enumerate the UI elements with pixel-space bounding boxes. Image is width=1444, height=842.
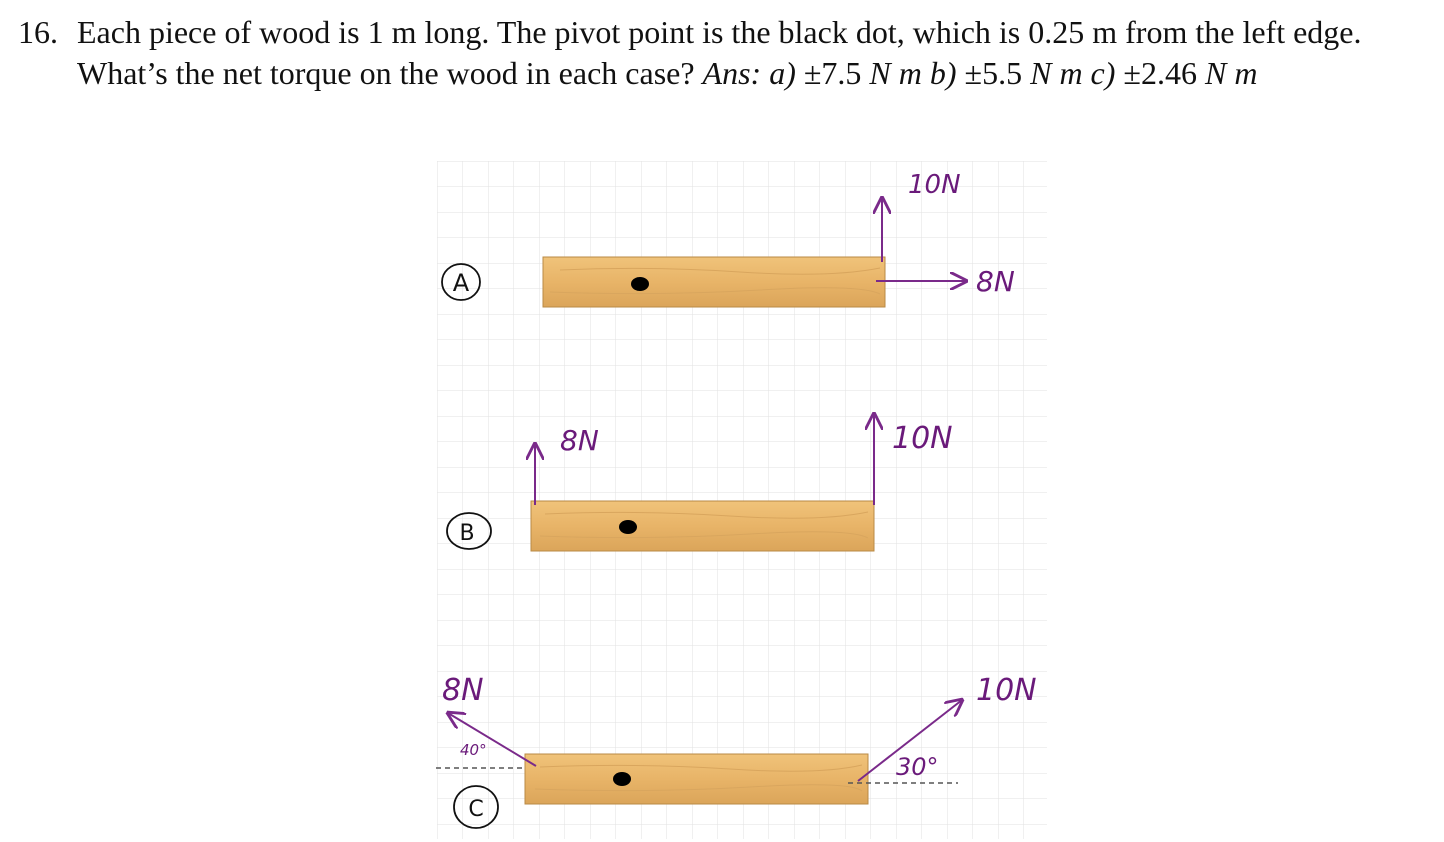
problem-statement: Each piece of wood is 1 m long. The pivot point is the black dot, which is 0.25 m from the left edge. What’s the net torque on the wood in each case? [77, 14, 1362, 91]
svg-text:A: A [452, 269, 470, 297]
wood-plank-c [525, 754, 868, 804]
answer-c-unit: N m [1204, 55, 1258, 91]
svg-text:B: B [459, 521, 475, 546]
svg-text:C: C [468, 797, 484, 822]
force-label-c-8n: 8N [442, 673, 484, 708]
answer-c-part: c) [1090, 55, 1116, 91]
force-label-a-8n: 8N [976, 265, 1015, 298]
problem-number: 16. [18, 14, 58, 50]
angle-label-c-30: 30° [896, 753, 939, 781]
answer-c-value: ±2.46 [1123, 55, 1197, 91]
wood-plank-b [531, 501, 874, 551]
answer-prefix: Ans: [702, 55, 762, 91]
answer-a-part: a) [769, 55, 796, 91]
force-label-b-10n: 10N [892, 421, 953, 456]
answer-b-unit: N m [1030, 55, 1083, 91]
pivot-dot-b [619, 520, 637, 534]
answer-a-unit: N m [869, 55, 922, 91]
force-label-c-10n: 10N [976, 673, 1037, 708]
angle-label-c-40: 40° [460, 741, 487, 759]
pivot-dot-c [613, 772, 631, 786]
wood-plank-a [543, 257, 885, 307]
answer-b-value: ±5.5 [964, 55, 1023, 91]
answer-b-part: b) [929, 55, 957, 91]
force-label-a-10n: 10N [908, 170, 961, 200]
pivot-dot-a [631, 277, 649, 291]
answer-a-value: ±7.5 [803, 55, 862, 91]
force-label-b-8n: 8N [560, 424, 599, 457]
